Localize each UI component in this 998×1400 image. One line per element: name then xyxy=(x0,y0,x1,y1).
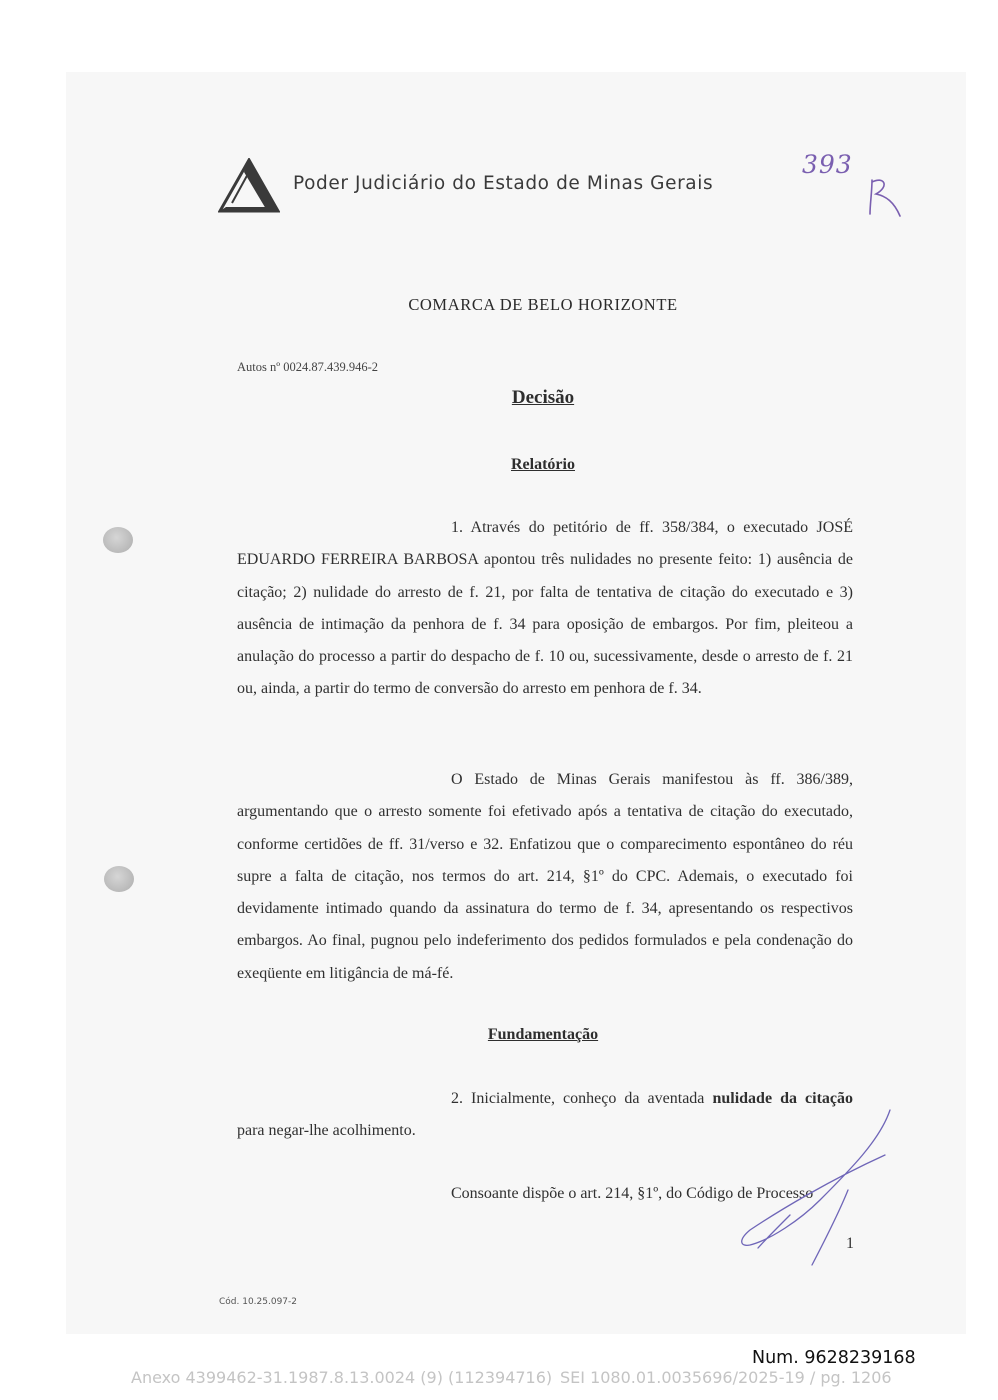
annex-reference: Anexo 4399462-31.1987.8.13.0024 (9) (112394716) xyxy=(131,1368,553,1387)
paragraph-3-continuation: para negar-lhe acolhimento. xyxy=(237,1122,416,1140)
triangle-logo-icon xyxy=(218,158,280,214)
handwritten-initial-mark xyxy=(862,172,906,220)
case-number: Autos nº 0024.87.439.946-2 xyxy=(237,360,379,374)
handwritten-page-number: 393 xyxy=(802,150,853,179)
section-heading-relatorio: Relatório xyxy=(511,456,575,473)
punch-hole xyxy=(103,527,133,553)
sei-reference: SEI 1080.01.0035696/2025-19 / pg. 1206 xyxy=(560,1368,892,1387)
section-heading-fundamentacao: Fundamentação xyxy=(487,1026,599,1043)
punch-hole xyxy=(104,866,134,892)
form-code: Cód. 10.25.097-2 xyxy=(219,1297,298,1307)
page-number: 1 xyxy=(846,1235,854,1252)
paragraph-3-text: 2. Inicialmente, conheço da aventada xyxy=(451,1090,705,1107)
document-number-stamp: Num. 9628239168 xyxy=(752,1348,916,1368)
decision-title: Decisão xyxy=(511,387,575,408)
court-name: Poder Judiciário do Estado de Minas Gerais xyxy=(293,173,714,194)
paragraph-2: O Estado de Minas Gerais manifestou às ff. 386/389, argumentando que o arresto somente foi efetivado após a tentativa de citação do executado, conforme certidões de ff. 31/verso e 32. Enfatizou que o comparecimento espontâneo do réu supre a falta de citação, nos termos do art. 214, §1º do CPC. Ademais, o executado foi devidamente intimado quando da assinatura do termo de f. 34, apresentando os respectivos embargos. Ao final, pugnou pelo indeferimento dos pedidos formulados e pela condenação do exeqüente em litigância de má-fé. xyxy=(237,771,853,982)
paragraph-1: 1. Através do petitório de ff. 358/384, o executado JOSÉ EDUARDO FERREIRA BARBOSA apontou três nulidades no presente feito: 1) ausência de citação; 2) nulidade do arresto de f. 21, por falta de tentativa de citação do executado e 3) ausência de intimação da penhora de f. 34 para oposição de embargos. Por fim, pleiteou a anulação do processo a partir do despacho de f. 10 ou, sucessivamente, desde o arresto de f. 21 ou, ainda, a partir do termo de conversão do arresto em penhora de f. 34. xyxy=(237,519,853,698)
signature-mark xyxy=(730,1100,900,1270)
comarca-heading: COMARCA DE BELO HORIZONTE xyxy=(408,295,678,314)
paragraph-4: Consoante dispõe o art. 214, §1º, do Código de Processo xyxy=(451,1185,814,1202)
paragraph-3-emphasis: nulidade da citação xyxy=(712,1090,854,1107)
